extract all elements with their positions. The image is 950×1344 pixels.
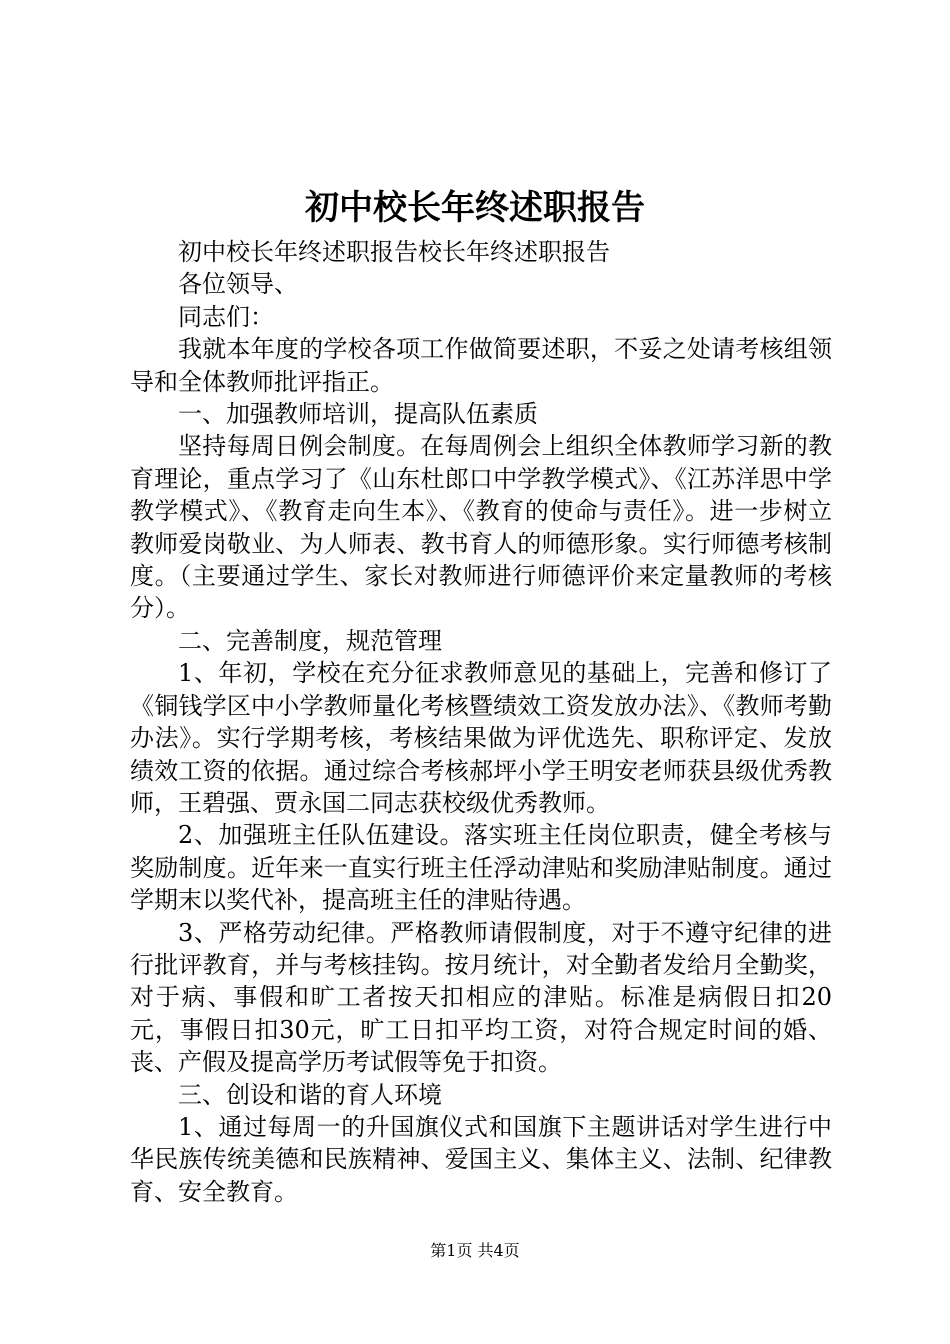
- paragraph-section-2-item-1: 1、年初，学校在充分征求教师意见的基础上，完善和修订了《铜钱学区中小学教师量化考核暨绩效工资发放办法》、《教师考勤办法》。实行学期考核，考核结果做为评优选先、职称评定、发放绩效工资的依据。通过综合考核郝坪小学王明安老师获县级优秀教师，王碧强、贾永国二同志获校级优秀教师。: [130, 659, 832, 817]
- document-body: [130, 236, 832, 1208]
- paragraph-salutation-comrades: 同志们：: [178, 302, 274, 331]
- section-heading-1: 一、加强教师培训，提高队伍素质: [178, 400, 538, 429]
- document-title: 初中校长年终述职报告: [305, 188, 645, 228]
- paragraph-section-3-item-1: 1、通过每周一的升国旗仪式和国旗下主题讲话对学生进行中华民族传统美德和民族精神、爱国主义、集体主义、法制、纪律教育、安全教育。: [130, 1112, 832, 1206]
- paragraph-section-2-item-3: 3、严格劳动纪律。严格教师请假制度，对于不遵守纪律的进行批评教育，并与考核挂钩。按月统计，对全勤者发给月全勤奖，对于病、事假和旷工者按天扣相应的津贴。标准是病假日扣20元，事假日扣30元，旷工日扣平均工资，对符合规定时间的婚、丧、产假及提高学历考试假等免于扣资。: [130, 918, 832, 1077]
- page-number-footer: 第1页 共4页: [430, 1241, 520, 1260]
- paragraph-section-2-item-2: 2、加强班主任队伍建设。落实班主任岗位职责，健全考核与奖励制度。近年来一直实行班主任浮动津贴和奖励津贴制度。通过学期末以奖代补，提高班主任的津贴待遇。: [130, 821, 832, 915]
- section-heading-2: 二、完善制度，规范管理: [178, 626, 442, 655]
- paragraph-section-1: 坚持每周日例会制度。在每周例会上组织全体教师学习新的教育理论，重点学习了《山东杜郎口中学教学模式》、《江苏洋思中学教学模式》、《教育走向生本》、《教育的使命与责任》。进一步树立教师爱岗敬业、为人师表、教书育人的师德形象。实行师德考核制度。（主要通过学生、家长对教师进行师德评价来定量教师的考核分）。: [130, 432, 832, 623]
- section-heading-3: 三、创设和谐的育人环境: [178, 1080, 442, 1109]
- paragraph-salutation-leaders: 各位领导、: [178, 270, 298, 299]
- paragraph-heading-line: 初中校长年终述职报告校长年终述职报告: [178, 238, 610, 266]
- paragraph-intro: 我就本年度的学校各项工作做简要述职，不妥之处请考核组领导和全体教师批评指正。: [130, 335, 832, 396]
